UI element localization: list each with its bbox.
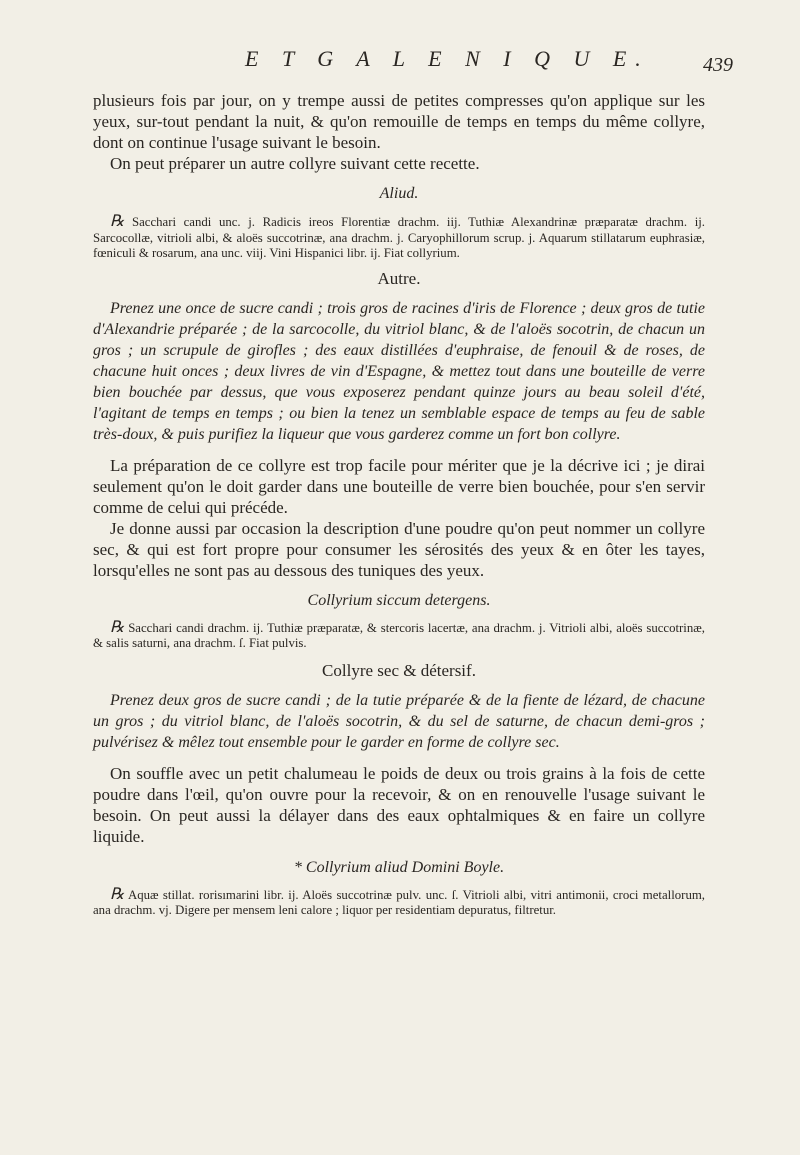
- heading-aliud: Aliud.: [379, 185, 419, 202]
- latin-recipe-text: Sacchari candi unc. j. Radicis ireos Florentiæ drachm. iij. Tuthiæ Alexandrinæ præparatæ drachm. ij. Sarcocollæ, vitrioli albi, & aloës succotrinæ, ana drachm. j. Caryophillorum scrup. j. Aquarum stillatarum euphrasiæ, fœniculi & rosarum, ana unc. viij. Vini Hispanici libr. ij. Fiat collyrium.: [93, 215, 706, 260]
- recipe-symbol-icon: ℞: [110, 213, 125, 230]
- paragraph-usage: On souffle avec un petit chalumeau le poids de deux ou trois grains à la fois de cette poudre dans l'œil, qu'on ouvre pour la recevoir, & on en renouvelle l'usage suivant le besoin. On peut aussi la délayer dans des eaux ophtalmiques & en faire un collyre liquide.: [93, 763, 705, 846]
- page-header: [0, 46, 800, 86]
- running-title: E T G A L E N I Q U E.: [245, 46, 650, 71]
- paragraph-poudre: Je donne aussi par occasion la description d'une poudre qu'on peut nommer un collyre sec, & qui est fort propre pour consumer les sérosités des yeux & en ôter les tayes, lorsqu'elles ne sont pas au dessous des tuniques des yeux.: [93, 518, 705, 580]
- heading-collyrium-boyle: * Collyrium aliud Domini Boyle.: [293, 858, 505, 876]
- latin-recipe-text: Sacchari candi drachm. ij. Tuthiæ præparatæ, & stercoris lacertæ, ana drachm. j. Vitrioli albi, aloës succotrinæ, & salis saturni, ana drachm. ſ. Fiat pulvis.: [93, 620, 705, 650]
- heading-collyre-sec: Collyre sec & détersif.: [322, 660, 476, 680]
- page-number: 439: [703, 54, 733, 76]
- latin-recipe-text: Aquæ stillat. rorisımarini libr. ij. Aloës succotrinæ pulv. unc. ſ. Vitrioli albi, vitri antimonii, croci metallorum, ana drachm. vj. Digere per mensem leni calore ; liquor per residentiam depuratus, filtretur.: [93, 887, 705, 917]
- french-recipe-autre: Prenez une once de sucre candi ; trois gros de racines d'iris de Florence ; deux gros de tutie d'Alexandrie préparée ; de la sarcocolle, du vitriol blanc, & de l'aloës socotrin, de chacun un gros ; un scrupule de girofles ; des eaux distillées d'euphraise, de fenouil & de roses, de chacune huit onces ; deux livres de vin d'Espagne, & mettez tout dans une bouteille de verre bien bouchée par dessus, que vous exposerez pendant quinze jours au beau soleil d'été, l'agitant de temps en temps ; ou bien la tenez un semblable espace de temps au feu de sable très-doux, & puis purifiez la liqueur que vous garderez comme un fort bon collyre.: [93, 299, 705, 443]
- latin-recipe-siccum: [93, 620, 705, 652]
- recipe-symbol-icon: ℞: [110, 885, 125, 903]
- latin-recipe-boyle: [93, 887, 705, 919]
- french-recipe-sec: Prenez deux gros de sucre candi ; de la tutie préparée & de la fiente de lézard, de chacune un gros ; du vitriol blanc, de l'aloës socotrin, & du sel de saturne, de chacun demi-gros ; pulvérisez & mêlez tout ensemble pour le garder en forme de collyre sec.: [93, 691, 705, 751]
- heading-collyrium-siccum: Collyrium siccum detergens.: [307, 591, 491, 609]
- paragraph-intro-recipe: On peut préparer un autre collyre suivant cette recette.: [110, 154, 480, 173]
- latin-recipe-aliud: [93, 214, 705, 262]
- heading-autre: Autre.: [377, 268, 421, 288]
- recipe-symbol-icon: ℞: [110, 618, 125, 636]
- page-body: [93, 82, 705, 919]
- paragraph-preparation: La préparation de ce collyre est trop facile pour mériter que je la décrive ici ; je dirai seulement qu'on le doit garder dans une bouteille de verre bien bouchée, pour s'en servir comme de celui qui précéde.: [93, 455, 705, 517]
- paragraph-continued: plusieurs fois par jour, on y trempe aussi de petites compresses qu'on applique sur les yeux, sur-tout pendant la nuit, & qu'on remouille de temps en temps du même collyre, dont on continue l'usage suivant le besoin.: [93, 91, 705, 152]
